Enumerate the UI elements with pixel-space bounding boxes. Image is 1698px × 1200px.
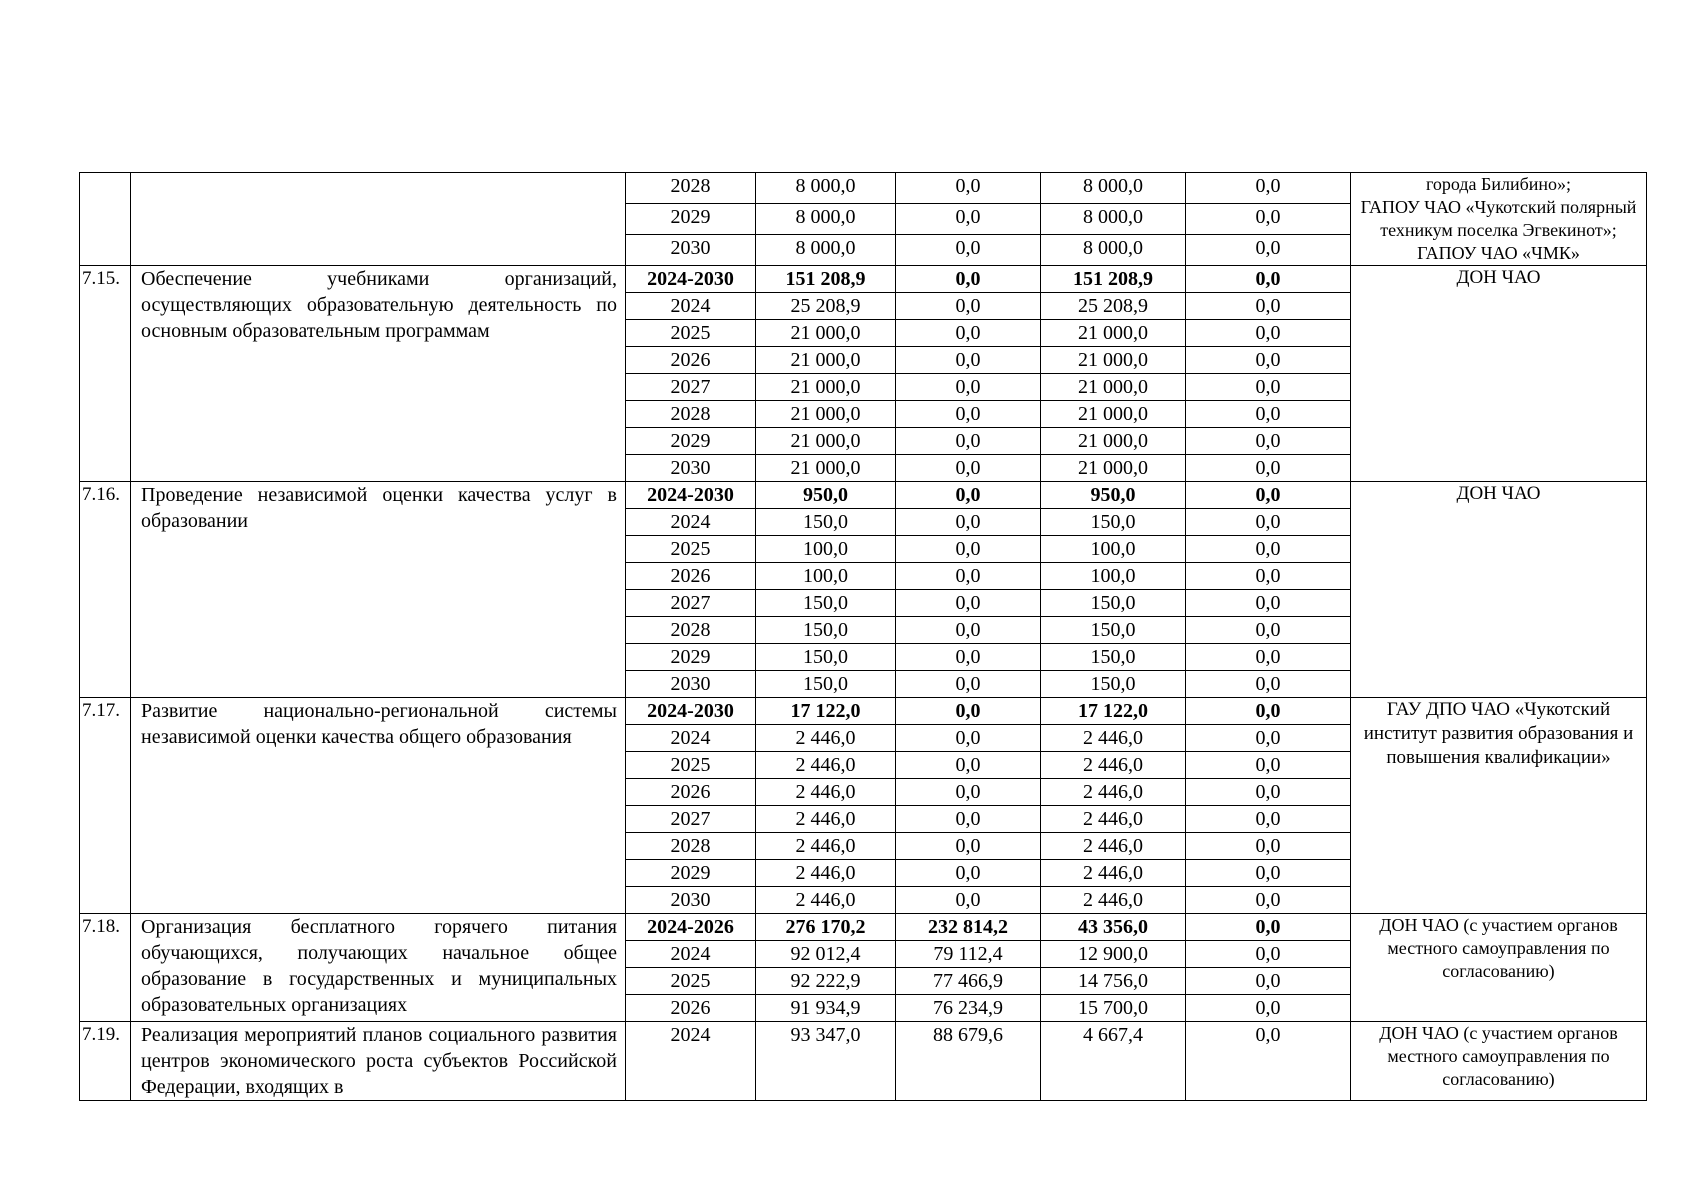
other-sources-cell: 0,0 bbox=[1186, 235, 1351, 266]
other-sources-cell: 0,0 bbox=[1186, 428, 1351, 455]
federal-budget-cell: 0,0 bbox=[896, 293, 1041, 320]
federal-budget-cell: 0,0 bbox=[896, 320, 1041, 347]
other-sources-cell: 0,0 bbox=[1186, 536, 1351, 563]
regional-budget-cell: 150,0 bbox=[1041, 617, 1186, 644]
other-sources-cell: 0,0 bbox=[1186, 995, 1351, 1022]
federal-budget-cell: 0,0 bbox=[896, 455, 1041, 482]
other-sources-cell: 0,0 bbox=[1186, 563, 1351, 590]
year-cell: 2024-2030 bbox=[626, 266, 756, 293]
total-cell: 150,0 bbox=[756, 590, 896, 617]
total-cell: 8 000,0 bbox=[756, 173, 896, 204]
total-cell: 100,0 bbox=[756, 536, 896, 563]
federal-budget-cell: 0,0 bbox=[896, 860, 1041, 887]
other-sources-cell: 0,0 bbox=[1186, 347, 1351, 374]
year-cell: 2028 bbox=[626, 617, 756, 644]
regional-budget-cell: 150,0 bbox=[1041, 644, 1186, 671]
federal-budget-cell: 0,0 bbox=[896, 806, 1041, 833]
regional-budget-cell: 2 446,0 bbox=[1041, 833, 1186, 860]
total-cell: 100,0 bbox=[756, 563, 896, 590]
item-name-cell bbox=[131, 173, 626, 266]
table-row bbox=[80, 1022, 1647, 1101]
regional-budget-cell: 21 000,0 bbox=[1041, 374, 1186, 401]
other-sources-cell: 0,0 bbox=[1186, 173, 1351, 204]
other-sources-cell: 0,0 bbox=[1186, 752, 1351, 779]
total-cell: 150,0 bbox=[756, 617, 896, 644]
federal-budget-cell: 77 466,9 bbox=[896, 968, 1041, 995]
total-cell: 950,0 bbox=[756, 482, 896, 509]
regional-budget-cell: 14 756,0 bbox=[1041, 968, 1186, 995]
regional-budget-cell: 2 446,0 bbox=[1041, 887, 1186, 914]
regional-budget-cell: 21 000,0 bbox=[1041, 320, 1186, 347]
federal-budget-cell: 0,0 bbox=[896, 536, 1041, 563]
responsible-executor: ДОН ЧАО (с участием органов местного самоуправления по согласованию) bbox=[1351, 914, 1647, 1022]
year-cell: 2027 bbox=[626, 806, 756, 833]
other-sources-cell: 0,0 bbox=[1186, 644, 1351, 671]
regional-budget-cell: 2 446,0 bbox=[1041, 860, 1186, 887]
total-cell: 21 000,0 bbox=[756, 320, 896, 347]
other-sources-cell: 0,0 bbox=[1186, 293, 1351, 320]
federal-budget-cell: 0,0 bbox=[896, 752, 1041, 779]
regional-budget-cell: 8 000,0 bbox=[1041, 173, 1186, 204]
regional-budget-cell: 12 900,0 bbox=[1041, 941, 1186, 968]
responsible-executor-cell: города Билибино»; ГАПОУ ЧАО «Чукотский полярный техникум поселка Эгвекинот»; ГАПОУ ЧАО «ЧМК» bbox=[1351, 173, 1647, 266]
regional-budget-cell: 2 446,0 bbox=[1041, 725, 1186, 752]
responsible-executor: ДОН ЧАО (с участием органов местного самоуправления по согласованию) bbox=[1351, 1022, 1647, 1101]
regional-budget-cell: 100,0 bbox=[1041, 536, 1186, 563]
year-cell: 2024 bbox=[626, 1022, 756, 1101]
regional-budget-cell: 100,0 bbox=[1041, 563, 1186, 590]
federal-budget-cell: 0,0 bbox=[896, 563, 1041, 590]
table-row bbox=[80, 914, 1647, 941]
regional-budget-cell: 950,0 bbox=[1041, 482, 1186, 509]
year-cell: 2024 bbox=[626, 293, 756, 320]
responsible-executor: ГАУ ДПО ЧАО «Чукотский институт развития образования и повышения квалификации» bbox=[1351, 698, 1647, 914]
regional-budget-cell: 15 700,0 bbox=[1041, 995, 1186, 1022]
total-cell: 2 446,0 bbox=[756, 779, 896, 806]
total-cell: 93 347,0 bbox=[756, 1022, 896, 1101]
federal-budget-cell: 0,0 bbox=[896, 644, 1041, 671]
year-cell: 2028 bbox=[626, 833, 756, 860]
total-cell: 2 446,0 bbox=[756, 752, 896, 779]
other-sources-cell: 0,0 bbox=[1186, 671, 1351, 698]
other-sources-cell: 0,0 bbox=[1186, 887, 1351, 914]
item-name: Проведение независимой оценки качества услуг в образовании bbox=[131, 482, 626, 698]
other-sources-cell: 0,0 bbox=[1186, 482, 1351, 509]
regional-budget-cell: 21 000,0 bbox=[1041, 455, 1186, 482]
item-name: Развитие национально-региональной системы независимой оценки качества общего образования bbox=[131, 698, 626, 914]
year-cell: 2026 bbox=[626, 779, 756, 806]
year-cell: 2024-2030 bbox=[626, 698, 756, 725]
other-sources-cell: 0,0 bbox=[1186, 806, 1351, 833]
total-cell: 25 208,9 bbox=[756, 293, 896, 320]
total-cell: 150,0 bbox=[756, 509, 896, 536]
regional-budget-cell: 2 446,0 bbox=[1041, 752, 1186, 779]
regional-budget-cell: 25 208,9 bbox=[1041, 293, 1186, 320]
regional-budget-cell: 2 446,0 bbox=[1041, 806, 1186, 833]
other-sources-cell: 0,0 bbox=[1186, 455, 1351, 482]
year-cell: 2025 bbox=[626, 320, 756, 347]
federal-budget-cell: 0,0 bbox=[896, 590, 1041, 617]
federal-budget-cell: 88 679,6 bbox=[896, 1022, 1041, 1101]
item-name: Обеспечение учебниками организаций, осуществляющих образовательную деятельность по основным образовательным программам bbox=[131, 266, 626, 482]
total-cell: 151 208,9 bbox=[756, 266, 896, 293]
federal-budget-cell: 0,0 bbox=[896, 173, 1041, 204]
total-cell: 92 012,4 bbox=[756, 941, 896, 968]
year-cell: 2030 bbox=[626, 671, 756, 698]
total-cell: 17 122,0 bbox=[756, 698, 896, 725]
total-cell: 276 170,2 bbox=[756, 914, 896, 941]
other-sources-cell: 0,0 bbox=[1186, 509, 1351, 536]
regional-budget-cell: 17 122,0 bbox=[1041, 698, 1186, 725]
year-cell: 2025 bbox=[626, 752, 756, 779]
other-sources-cell: 0,0 bbox=[1186, 968, 1351, 995]
other-sources-cell: 0,0 bbox=[1186, 860, 1351, 887]
other-sources-cell: 0,0 bbox=[1186, 266, 1351, 293]
other-sources-cell: 0,0 bbox=[1186, 725, 1351, 752]
federal-budget-cell: 76 234,9 bbox=[896, 995, 1041, 1022]
federal-budget-cell: 232 814,2 bbox=[896, 914, 1041, 941]
year-cell: 2030 bbox=[626, 455, 756, 482]
other-sources-cell: 0,0 bbox=[1186, 698, 1351, 725]
total-cell: 2 446,0 bbox=[756, 887, 896, 914]
year-cell: 2024 bbox=[626, 941, 756, 968]
budget-table bbox=[79, 172, 1647, 1101]
federal-budget-cell: 0,0 bbox=[896, 509, 1041, 536]
federal-budget-cell: 0,0 bbox=[896, 617, 1041, 644]
responsible-executor: ДОН ЧАО bbox=[1351, 266, 1647, 482]
year-cell: 2029 bbox=[626, 204, 756, 235]
federal-budget-cell: 0,0 bbox=[896, 779, 1041, 806]
other-sources-cell: 0,0 bbox=[1186, 590, 1351, 617]
year-cell: 2025 bbox=[626, 536, 756, 563]
year-cell: 2026 bbox=[626, 347, 756, 374]
year-cell: 2024-2030 bbox=[626, 482, 756, 509]
other-sources-cell: 0,0 bbox=[1186, 204, 1351, 235]
other-sources-cell: 0,0 bbox=[1186, 617, 1351, 644]
other-sources-cell: 0,0 bbox=[1186, 1022, 1351, 1101]
federal-budget-cell: 0,0 bbox=[896, 725, 1041, 752]
item-number: 7.19. bbox=[80, 1022, 131, 1101]
other-sources-cell: 0,0 bbox=[1186, 941, 1351, 968]
item-number: 7.18. bbox=[80, 914, 131, 1022]
item-number: 7.17. bbox=[80, 698, 131, 914]
total-cell: 2 446,0 bbox=[756, 833, 896, 860]
federal-budget-cell: 0,0 bbox=[896, 266, 1041, 293]
year-cell: 2024-2026 bbox=[626, 914, 756, 941]
item-number-cell bbox=[80, 173, 131, 266]
regional-budget-cell: 150,0 bbox=[1041, 590, 1186, 617]
total-cell: 150,0 bbox=[756, 644, 896, 671]
item-number: 7.16. bbox=[80, 482, 131, 698]
table-row bbox=[80, 698, 1647, 725]
other-sources-cell: 0,0 bbox=[1186, 833, 1351, 860]
total-cell: 8 000,0 bbox=[756, 204, 896, 235]
regional-budget-cell: 21 000,0 bbox=[1041, 401, 1186, 428]
year-cell: 2024 bbox=[626, 725, 756, 752]
year-cell: 2026 bbox=[626, 563, 756, 590]
total-cell: 2 446,0 bbox=[756, 725, 896, 752]
total-cell: 2 446,0 bbox=[756, 806, 896, 833]
federal-budget-cell: 0,0 bbox=[896, 887, 1041, 914]
federal-budget-cell: 0,0 bbox=[896, 428, 1041, 455]
other-sources-cell: 0,0 bbox=[1186, 779, 1351, 806]
federal-budget-cell: 0,0 bbox=[896, 482, 1041, 509]
total-cell: 92 222,9 bbox=[756, 968, 896, 995]
regional-budget-cell: 21 000,0 bbox=[1041, 347, 1186, 374]
year-cell: 2025 bbox=[626, 968, 756, 995]
total-cell: 91 934,9 bbox=[756, 995, 896, 1022]
regional-budget-cell: 150,0 bbox=[1041, 671, 1186, 698]
regional-budget-cell: 8 000,0 bbox=[1041, 204, 1186, 235]
federal-budget-cell: 0,0 bbox=[896, 833, 1041, 860]
regional-budget-cell: 4 667,4 bbox=[1041, 1022, 1186, 1101]
federal-budget-cell: 0,0 bbox=[896, 401, 1041, 428]
year-cell: 2030 bbox=[626, 887, 756, 914]
year-cell: 2029 bbox=[626, 644, 756, 671]
table-row bbox=[80, 173, 1647, 204]
table-row bbox=[80, 482, 1647, 509]
federal-budget-cell: 0,0 bbox=[896, 374, 1041, 401]
year-cell: 2029 bbox=[626, 428, 756, 455]
responsible-executor: ДОН ЧАО bbox=[1351, 482, 1647, 698]
total-cell: 21 000,0 bbox=[756, 374, 896, 401]
regional-budget-cell: 150,0 bbox=[1041, 509, 1186, 536]
total-cell: 21 000,0 bbox=[756, 401, 896, 428]
regional-budget-cell: 2 446,0 bbox=[1041, 779, 1186, 806]
total-cell: 21 000,0 bbox=[756, 455, 896, 482]
total-cell: 21 000,0 bbox=[756, 428, 896, 455]
federal-budget-cell: 0,0 bbox=[896, 671, 1041, 698]
year-cell: 2030 bbox=[626, 235, 756, 266]
other-sources-cell: 0,0 bbox=[1186, 914, 1351, 941]
year-cell: 2028 bbox=[626, 401, 756, 428]
other-sources-cell: 0,0 bbox=[1186, 374, 1351, 401]
regional-budget-cell: 8 000,0 bbox=[1041, 235, 1186, 266]
total-cell: 150,0 bbox=[756, 671, 896, 698]
federal-budget-cell: 0,0 bbox=[896, 235, 1041, 266]
item-name: Реализация мероприятий планов социального развития центров экономического роста субъектов Российской Федерации, входящих в bbox=[131, 1022, 626, 1101]
year-cell: 2026 bbox=[626, 995, 756, 1022]
federal-budget-cell: 0,0 bbox=[896, 204, 1041, 235]
table-row bbox=[80, 266, 1647, 293]
regional-budget-cell: 21 000,0 bbox=[1041, 428, 1186, 455]
total-cell: 21 000,0 bbox=[756, 347, 896, 374]
item-name: Организация бесплатного горячего питания обучающихся, получающих начальное общее образование в государственных и муниципальных образовательных организациях bbox=[131, 914, 626, 1022]
federal-budget-cell: 0,0 bbox=[896, 347, 1041, 374]
year-cell: 2029 bbox=[626, 860, 756, 887]
year-cell: 2024 bbox=[626, 509, 756, 536]
regional-budget-cell: 151 208,9 bbox=[1041, 266, 1186, 293]
other-sources-cell: 0,0 bbox=[1186, 401, 1351, 428]
year-cell: 2027 bbox=[626, 590, 756, 617]
year-cell: 2027 bbox=[626, 374, 756, 401]
regional-budget-cell: 43 356,0 bbox=[1041, 914, 1186, 941]
item-number: 7.15. bbox=[80, 266, 131, 482]
other-sources-cell: 0,0 bbox=[1186, 320, 1351, 347]
year-cell: 2028 bbox=[626, 173, 756, 204]
total-cell: 2 446,0 bbox=[756, 860, 896, 887]
federal-budget-cell: 0,0 bbox=[896, 698, 1041, 725]
federal-budget-cell: 79 112,4 bbox=[896, 941, 1041, 968]
total-cell: 8 000,0 bbox=[756, 235, 896, 266]
